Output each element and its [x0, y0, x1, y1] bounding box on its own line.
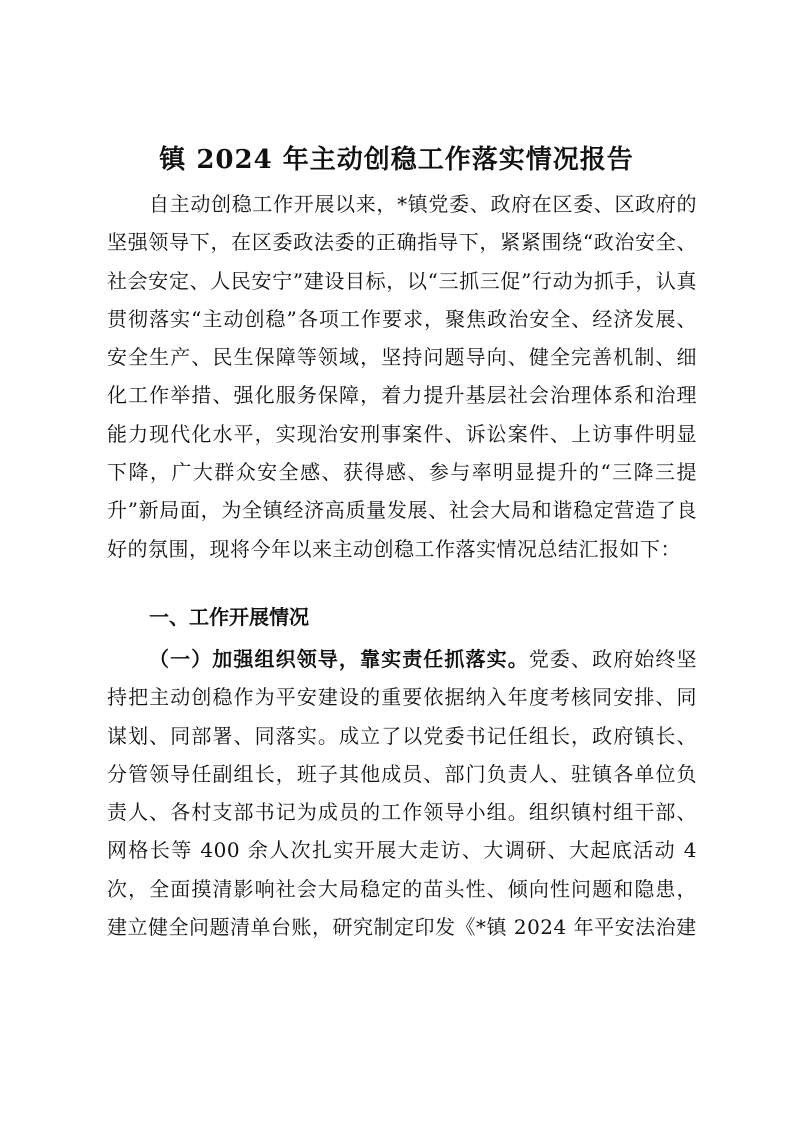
subsection-paragraph	[107, 640, 697, 946]
intro-paragraph: 自主动创稳工作开展以来，*镇党委、政府在区委、区政府的坚强领导下，在区委政法委的正确指导下，紧紧围绕“政治安全、社会安定、人民安宁”建设目标，以“三抓三促”行动为抓手，认真贯彻落实“主动创稳”各项工作要求，聚焦政治安全、经济发展、安全生产、民生保障等领域，坚持问题导向、健全完善机制、细化工作举措、强化服务保障，着力提升基层社会治理体系和治理能力现代化水平，实现治安刑事案件、诉讼案件、上访事件明显下降，广大群众安全感、获得感、参与率明显提升的“三降三提升”新局面，为全镇经济高质量发展、社会大局和谐稳定营造了良好的氛围，现将今年以来主动创稳工作落实情况总结汇报如下：	[107, 192, 697, 561]
page-title: 镇 2024 年主动创稳工作落实情况报告	[159, 145, 634, 175]
section-heading: 一、工作开展情况	[149, 605, 309, 629]
subsection-lead: （一）加强组织领导，靠实责任抓落实。	[149, 647, 529, 671]
subsection-body: 党委、政府始终坚持把主动创稳作为平安建设的重要依据纳入年度考核同安排、同谋划、同部署、同落实。成立了以党委书记任组长，政府镇长、分管领导任副组长，班子其他成员、部门负责人、驻镇各单位负责人、各村支部书记为成员的工作领导小组。组织镇村组干部、网格长等 400 余人次扎实开展大走访、大调研、大起底活动 4 次，全面摸清影响社会大局稳定的苗头性、倾向性问题和隐患，建立健全问题清单台账，研究制定印发《*镇 2024 年平安法治建	[107, 647, 698, 940]
